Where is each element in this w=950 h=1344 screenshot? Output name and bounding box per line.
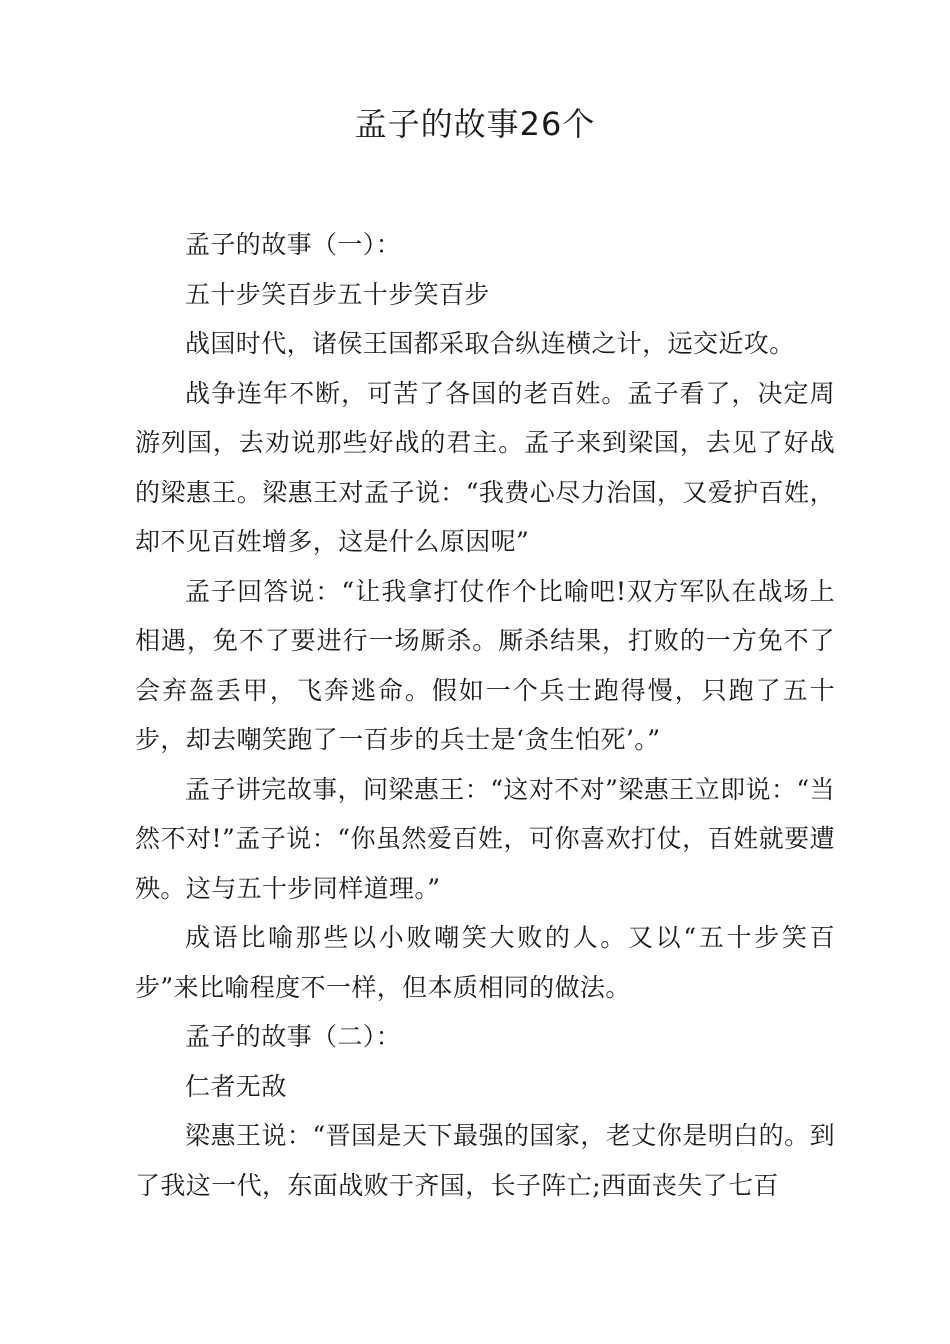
body-paragraph: 孟子回答说：“让我拿打仗作个比喻吧!双方军队在战场上相遇，免不了要进行一场厮杀。厮杀结果，打败的一方免不了会弃盔丢甲，飞奔逃命。假如一个兵士跑得慢，只跑了五十步，却去嘲笑跑了一百步的兵士是‘贪生怕死’。”	[135, 576, 835, 754]
body-paragraph: 梁惠王说：“晋国是天下最强的国家，老丈你是明白的。到了我这一代，东面战败于齐国，长子阵亡;西面丧失了七百	[135, 1121, 835, 1200]
story-subtitle: 五十步笑百步五十步笑百步	[185, 279, 490, 309]
story-heading: 孟子的故事（一）：	[185, 230, 402, 259]
story-heading: 孟子的故事（二）：	[185, 1022, 402, 1051]
body-paragraph: 战争连年不断，可苦了各国的老百姓。孟子看了，决定周游列国，去劝说那些好战的君主。孟子来到梁国，去见了好战的梁惠王。梁惠王对孟子说：“我费心尽力治国，又爱护百姓，却不见百姓增多，这是什么原因呢”	[135, 378, 835, 556]
body-paragraph: 战国时代，诸侯王国都采取合纵连横之计，远交近攻。	[185, 329, 795, 358]
story-subtitle: 仁者无敌	[185, 1071, 287, 1101]
document-body	[135, 220, 835, 1210]
body-paragraph: 孟子讲完故事，问梁惠王：“这对不对”梁惠王立即说：“当然不对!”孟子说：“你虽然爱百姓，可你喜欢打仗，百姓就要遭殃。这与五十步同样道理。”	[135, 774, 835, 903]
document-title: 孟子的故事26个	[354, 105, 596, 143]
body-paragraph: 成语比喻那些以小败嘲笑大败的人。又以“五十步笑百步”来比喻程度不一样，但本质相同的做法。	[135, 923, 835, 1002]
